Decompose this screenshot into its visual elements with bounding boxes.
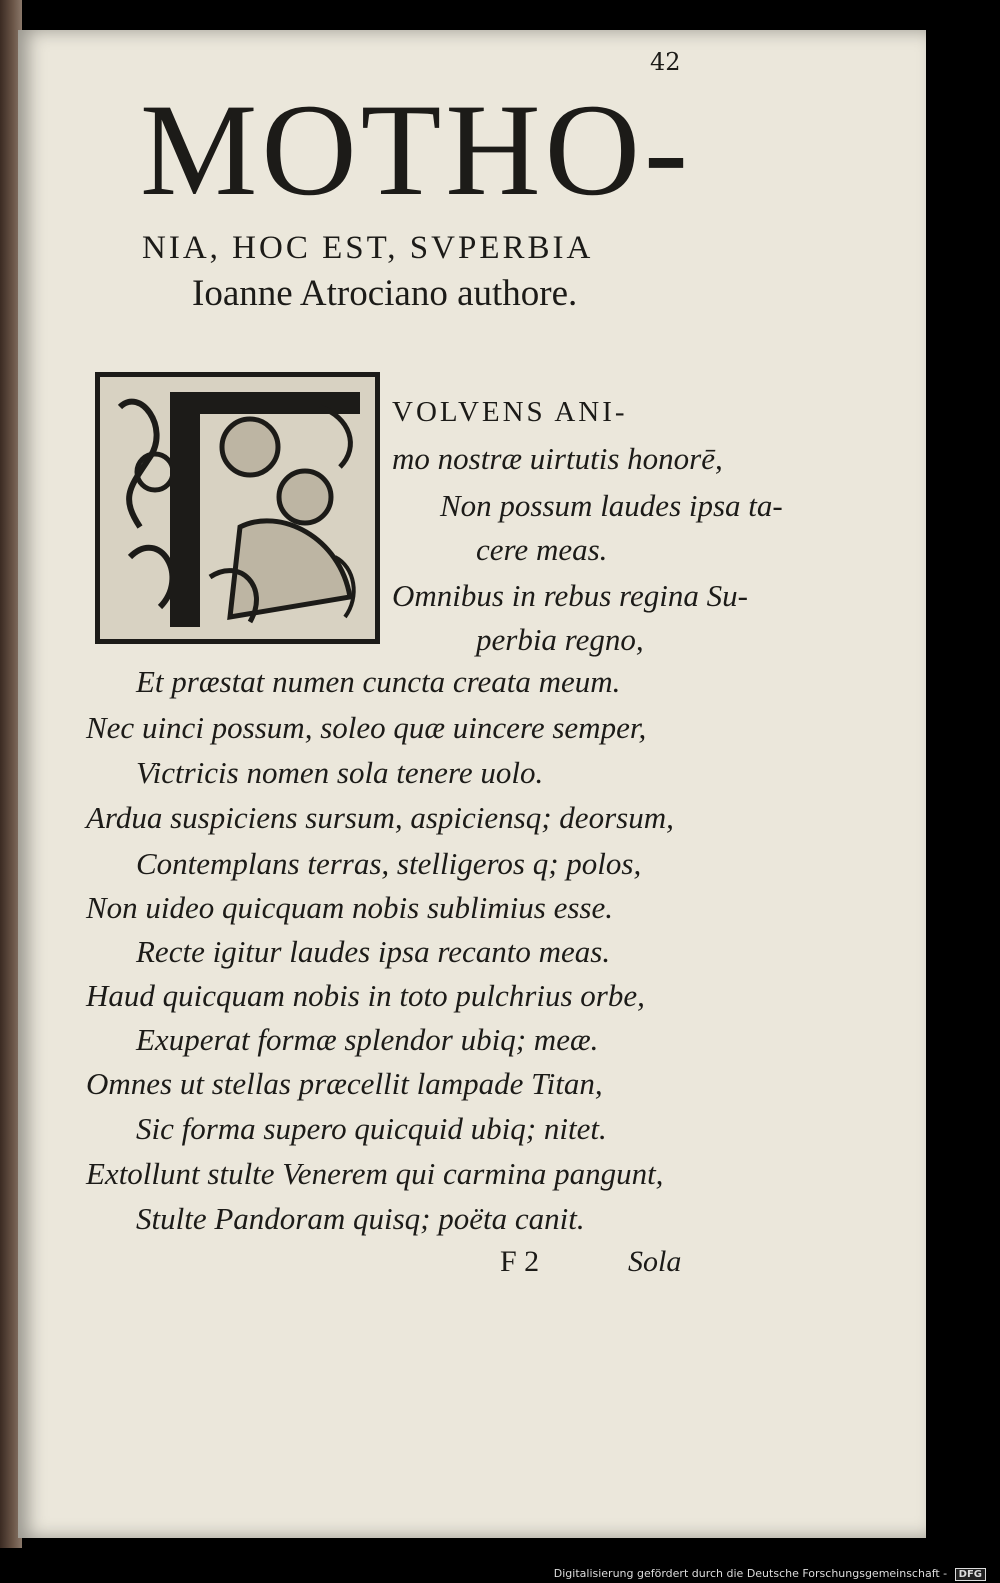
verse-line: VOLVENS ANI- [392,396,628,428]
verse-line: Contemplans terras, stelligeros q; polos, [136,846,642,881]
digitization-credit [554,1567,986,1581]
verse-line: Non uideo quicquam nobis sublimius esse. [86,890,613,925]
verse-line: Haud quicquam nobis in toto pulchrius orbe, [86,978,645,1013]
author-line: Ioanne Atrociano authore. [192,273,578,314]
verse-line: Recte igitur laudes ipsa recanto meas. [136,934,611,969]
signature-mark: F 2 [500,1245,540,1278]
verse-line: Extollunt stulte Venerem qui carmina pangunt, [86,1156,664,1191]
page-title: MOTHO- [140,76,692,223]
verse-line: Non possum laudes ipsa ta- [440,488,783,523]
verse-line: Et præstat numen cuncta creata meum. [136,664,621,699]
page-number: 42 [650,48,681,76]
credit-text: Digitalisierung gefördert durch die Deutsche Forschungsgemeinschaft - [553,1567,948,1580]
catchword: Sola [628,1245,682,1278]
page-subtitle: NIA, HOC EST, SVPERBIA [142,230,594,266]
verse-line: perbia regno, [476,622,644,657]
dfg-logo-icon: DFG [955,1568,986,1581]
verse-line: Ardua suspiciens sursum, aspiciensq; deorsum, [86,800,674,835]
verse-line: mo nostræ uirtutis honorē, [392,441,723,476]
verse-line: cere meas. [476,532,608,567]
decorated-initial-icon [95,372,380,644]
verse-line: Exuperat formæ splendor ubiq; meæ. [136,1022,599,1057]
verse-line: Nec uinci possum, soleo quæ uincere semper, [86,710,647,745]
verse-line: Victricis nomen sola tenere uolo. [136,755,544,790]
verse-line: Omnes ut stellas præcellit lampade Titan, [86,1066,603,1101]
verse-line: Sic forma supero quicquid ubiq; nitet. [136,1111,607,1146]
verse-line: Omnibus in rebus regina Su- [392,578,748,613]
verse-line: Stulte Pandoram quisq; poëta canit. [136,1201,585,1236]
